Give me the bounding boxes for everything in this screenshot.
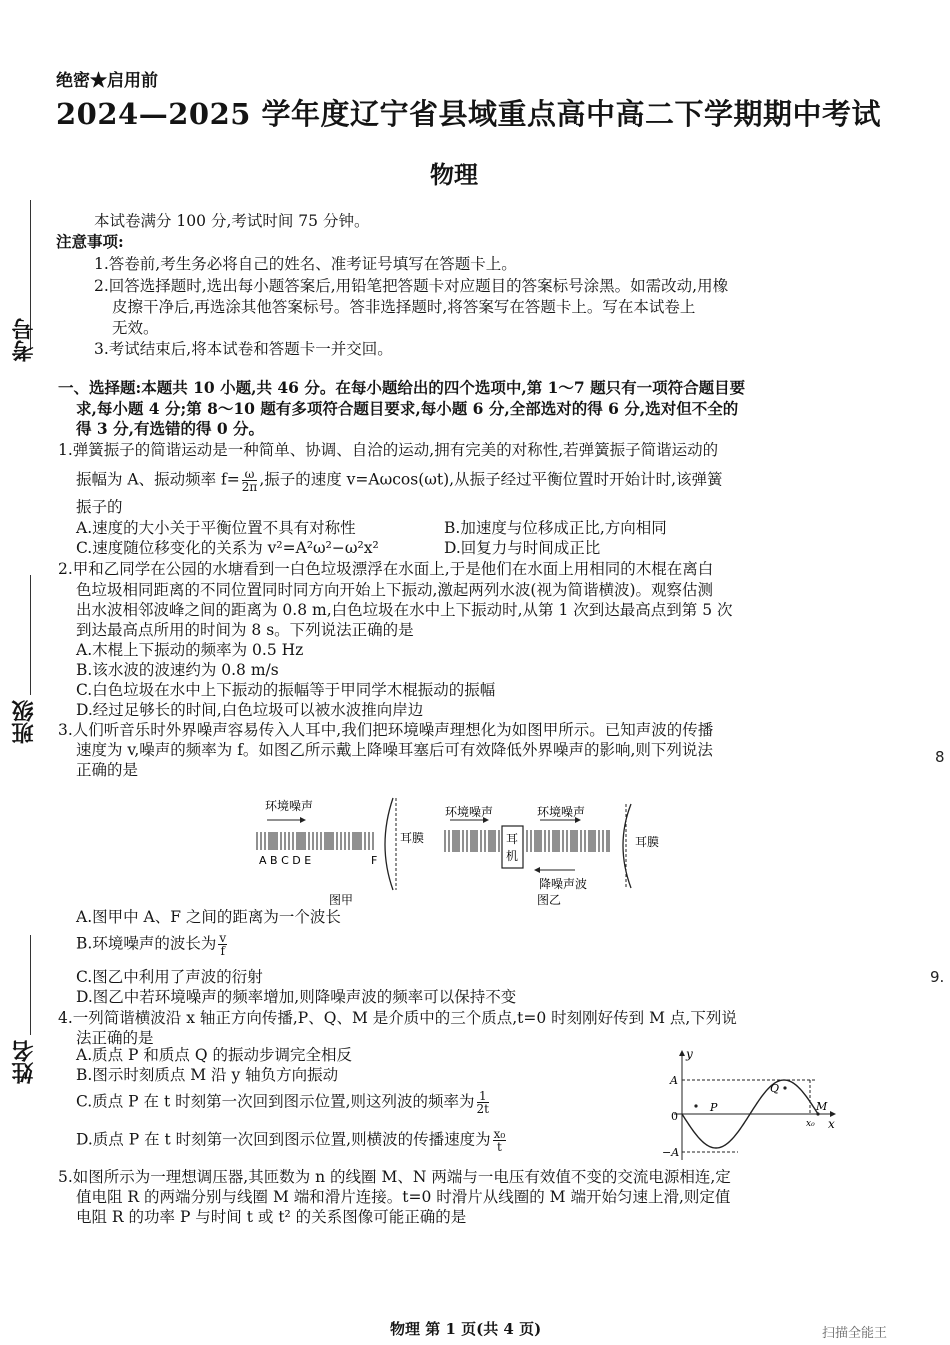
note-3: 3.考试结束后,将本试卷和答题卡一并交回。: [94, 340, 393, 358]
section-1-line-2: 求,每小题 4 分;第 8～10 题有多项符合题目要求,每小题 6 分,全部选对的得 6 分,选对但不全的: [76, 399, 739, 418]
q1-line-2: 振幅为 A、振动频率 f= $\frac{\omega}{2\pi}$ ,振子的速度 v=Aωcos(ωt),从振子经过平衡位置时开始计时,该弹簧: [76, 467, 723, 494]
q4-wave-graph: [660, 1048, 840, 1164]
q2-option-a: A.木棍上下振动的频率为 0.5 Hz: [76, 641, 304, 659]
notes-title: 注意事项:: [56, 232, 124, 251]
point-q-dot: [783, 1086, 786, 1089]
label-env-noise-a: 环境噪声: [265, 799, 314, 813]
noise-lines-figure-b: [445, 830, 609, 852]
label-p: P: [710, 1101, 718, 1114]
q3-wavelength-fraction: $\frac{v}{f}$: [219, 931, 227, 958]
q1-line-1: 1.弹簧振子的简谐运动是一种简单、协调、自洽的运动,拥有完美的对称性,若弹簧振子简谐运动的: [58, 441, 719, 459]
margin-number-8: 8: [935, 748, 945, 766]
q3-line-3: 正确的是: [76, 761, 139, 779]
q3-noise-figure: [245, 790, 685, 915]
point-p-dot: [694, 1104, 697, 1107]
label-earphone-1: 耳: [506, 832, 519, 846]
label-y: y: [686, 1048, 693, 1061]
side-label-name: 姓名: [11, 1040, 37, 1084]
confidential-label: 绝密★启用前: [56, 71, 158, 91]
q1-option-b: B.加速度与位移成正比,方向相同: [444, 519, 667, 537]
note-2-line-2: 皮擦干净后,再选涂其他答案标号。答非选择题时,将答案写在答题卡上。写在本试卷上: [112, 298, 696, 316]
q3-line-1: 3.人们听音乐时外界噪声容易传入人耳中,我们把环境噪声理想化为如图甲所示。已知声波的传播: [58, 721, 714, 739]
note-2-line-1: 2.回答选择题时,选出每小题答案后,用铅笔把答题卡对应题目的答案标号涂黑。如需改动,用橡: [94, 277, 729, 295]
label-point-f: F: [371, 854, 378, 867]
q2-line-1: 2.甲和乙同学在公园的水塘看到一白色垃圾漂浮在水面上,于是他们在水面上用相同的木棍在离白: [58, 560, 714, 578]
q4-option-c: C.质点 P 在 t 时刻第一次回到图示位置,则这列波的频率为 $\frac{1}{2t}$: [76, 1089, 489, 1116]
q3-option-b: B.环境噪声的波长为 $\frac{v}{f}$: [76, 931, 227, 958]
label-origin: 0: [671, 1110, 678, 1123]
arrowhead-a: [300, 817, 306, 823]
q4-option-b: B.图示时刻质点 M 沿 y 轴负方向振动: [76, 1066, 339, 1084]
side-label-class-1: 班级: [11, 700, 37, 744]
page-footer: 物理 第 1 页(共 4 页): [390, 1320, 542, 1338]
q3-option-d: D.图乙中若环境噪声的频率增加,则降噪声波的频率可以保持不变: [76, 988, 517, 1006]
label-earphone-2: 机: [506, 849, 519, 863]
exam-title: 2024—2025 学年度辽宁省县域重点高中高二下学期期中考试: [56, 97, 882, 131]
eardrum-curve-b: [623, 804, 631, 888]
noise-lines-figure-a: [257, 832, 373, 850]
q3-line-2: 速度为 v,噪声的频率为 f。如图乙所示戴上降噪耳塞后可有效降低外界噪声的影响,则下列说法: [76, 741, 713, 759]
label-x0: x₀: [806, 1119, 815, 1129]
q2-option-d: D.经过足够长的时间,白色垃圾可以被水波推向岸边: [76, 701, 424, 719]
name-line: [30, 935, 31, 1035]
section-1-line-1: 一、选择题:本题共 10 小题,共 46 分。在每小题给出的四个选项中,第 1～7 题只有一项符合题目要: [58, 378, 746, 397]
q2-option-c: C.白色垃圾在水中上下振动的振幅等于甲同学木棍振动的振幅: [76, 681, 496, 699]
label-env-noise-b2: 环境噪声: [537, 805, 586, 819]
scanner-watermark: 扫描全能王: [822, 1326, 888, 1341]
q1-line-3: 振子的: [76, 498, 123, 516]
margin-number-9: 9.: [930, 968, 945, 986]
score-line: 本试卷满分 100 分,考试时间 75 分钟。: [94, 212, 370, 230]
q1-frequency-fraction: $\frac{\omega}{2\pi}$: [241, 467, 258, 494]
q3-option-a: A.图甲中 A、F 之间的距离为一个波长: [76, 908, 341, 926]
label-x: x: [828, 1117, 835, 1131]
label-eardrum-a: 耳膜: [400, 831, 425, 845]
caption-figure-a: 图甲: [329, 893, 354, 907]
q4-line-1: 4.一列简谐横波沿 x 轴正方向传播,P、Q、M 是介质中的三个质点,t=0 时刻刚好传到 M 点,下列说: [58, 1009, 737, 1027]
q4-option-a: A.质点 P 和质点 Q 的振动步调完全相反: [76, 1046, 352, 1064]
note-2-line-3: 无效。: [112, 319, 159, 337]
q1-option-a: A.速度的大小关于平衡位置不具有对称性: [76, 519, 356, 537]
section-1-line-3: 得 3 分,有选错的得 0 分。: [76, 419, 265, 438]
label-q: Q: [770, 1082, 780, 1095]
q2-line-2: 色垃圾相同距离的不同位置同时同方向开始上下振动,激起两列水波(视为简谐横波)。观察估测: [76, 581, 714, 599]
label-env-noise-b1: 环境噪声: [445, 805, 494, 819]
label-a: A: [670, 1074, 678, 1087]
label-points-abcde: A B C D E: [259, 854, 312, 867]
q2-line-3: 出水波相邻波峰之间的距离为 0.8 m,白色垃圾在水中上下振动时,从第 1 次到达最高点到第 5 次: [76, 601, 733, 619]
q2-line-4: 到达最高点所用的时间为 8 s。下列说法正确的是: [76, 621, 414, 639]
side-label-exam-no: 考号: [11, 318, 37, 362]
q5-line-2: 值电阻 R 的两端分别与线圈 M 端和滑片连接。t=0 时滑片从线圈的 M 端开始匀速上滑,则定值: [76, 1188, 731, 1206]
q3-option-c: C.图乙中利用了声波的衍射: [76, 968, 263, 986]
eardrum-curve-a: [385, 798, 393, 890]
q4-speed-fraction: $\frac{\text{x₀}}{t}$: [493, 1127, 506, 1154]
q1-option-c: C.速度随位移变化的关系为 v²=A²ω²−ω²x²: [76, 539, 379, 557]
label-neg-a: −A: [662, 1146, 680, 1159]
label-anti-noise: 降噪声波: [539, 877, 588, 891]
q5-line-1: 5.如图所示为一理想调压器,其匝数为 n 的线圈 M、N 两端与一电压有效值不变的交流电源相连,定: [58, 1168, 731, 1186]
class-line-1: [30, 575, 31, 695]
y-axis-arrow: [679, 1050, 685, 1056]
q5-line-3: 电阻 R 的功率 P 与时间 t 或 t² 的关系图像可能正确的是: [76, 1208, 467, 1226]
q4-frequency-fraction: $\frac{1}{2t}$: [476, 1089, 489, 1116]
q1-option-d: D.回复力与时间成正比: [444, 539, 601, 557]
q4-line-2: 法正确的是: [76, 1029, 154, 1047]
arrowhead-anti: [534, 867, 540, 873]
label-eardrum-b: 耳膜: [635, 835, 660, 849]
q4-option-d: D.质点 P 在 t 时刻第一次回到图示位置,则横波的传播速度为 $\frac{\text{x₀}}{t}$: [76, 1127, 506, 1154]
q2-option-b: B.该水波的波速约为 0.8 m/s: [76, 661, 279, 679]
note-1: 1.答卷前,考生务必将自己的姓名、准考证号填写在答题卡上。: [94, 255, 517, 273]
caption-figure-b: 图乙: [537, 893, 562, 907]
label-m: M: [816, 1100, 828, 1113]
subject-title: 物理: [430, 160, 478, 189]
